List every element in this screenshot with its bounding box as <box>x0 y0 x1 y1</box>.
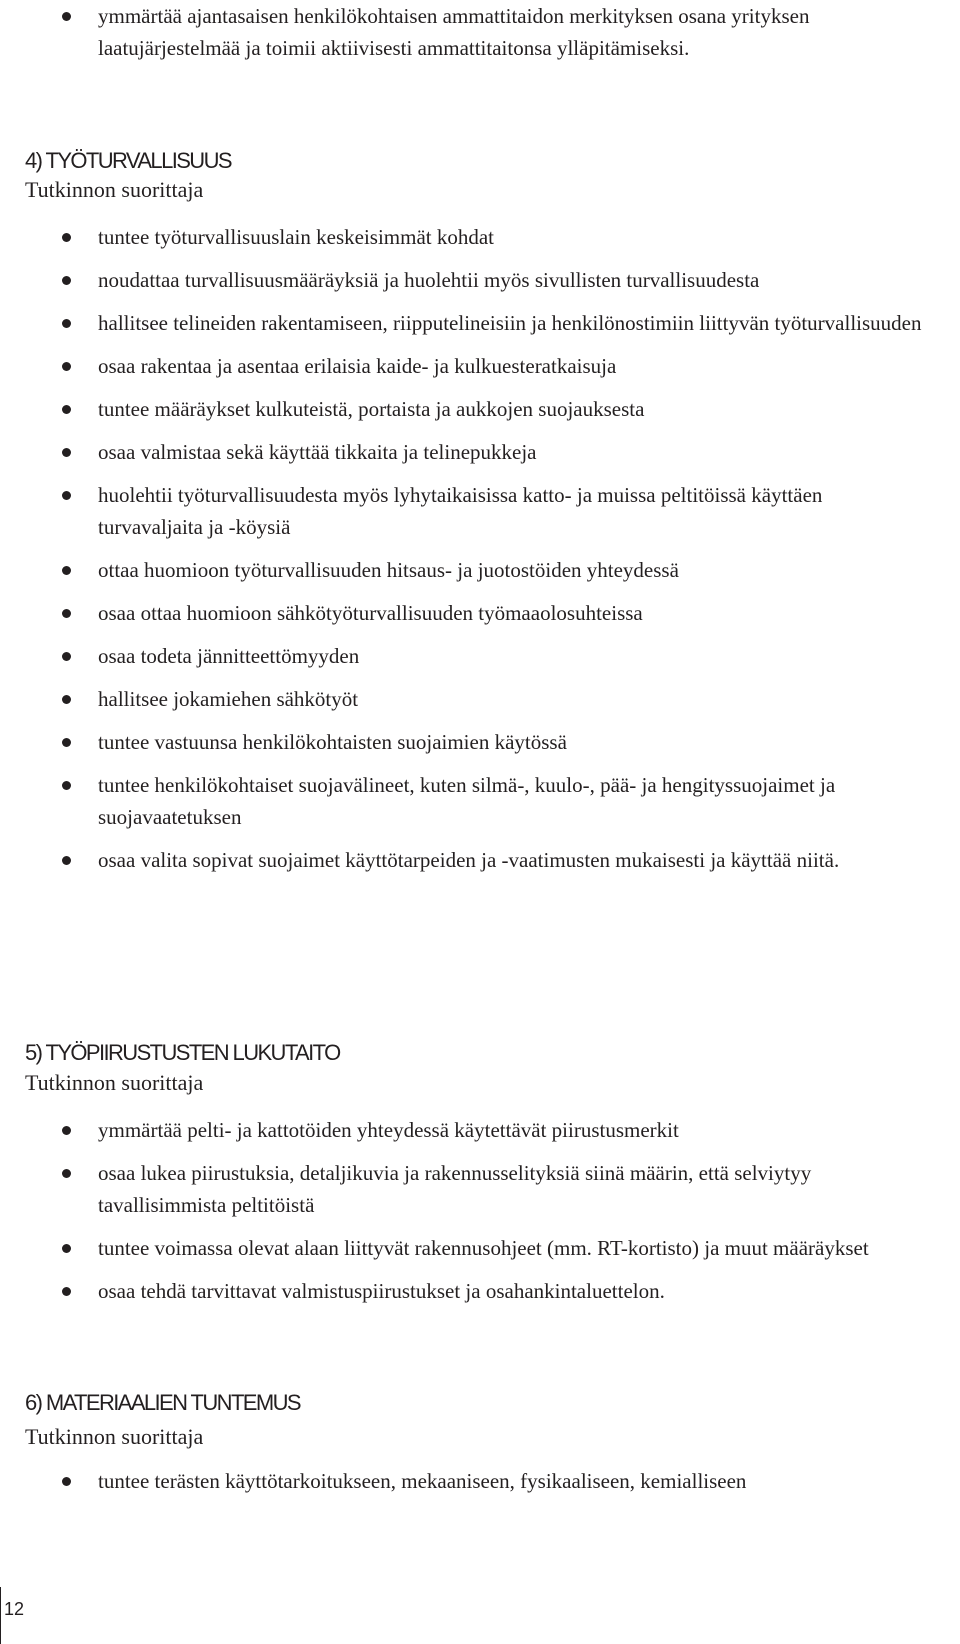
section6-bullet-list <box>0 1465 930 1497</box>
intro-bullet-list <box>0 0 930 64</box>
section-heading-tyoturvallisuus: 4) TYÖTURVALLISUUS <box>25 148 231 173</box>
list-item: tuntee henkilökohtaiset suojavälineet, kuten silmä-, kuulo-, pää- ja hengityssuojaimet ja suojavaatetuksen <box>0 769 930 833</box>
bullet-icon <box>62 12 71 21</box>
list-item: osaa rakentaa ja asentaa erilaisia kaide- ja kulkuesteratkaisuja <box>0 350 930 382</box>
section-subheading: Tutkinnon suorittaja <box>25 177 204 202</box>
list-item: tuntee työturvallisuuslain keskeisimmät kohdat <box>0 221 930 253</box>
section-subheading: Tutkinnon suorittaja <box>25 1070 204 1095</box>
bullet-icon <box>62 1244 71 1253</box>
section-subheading: Tutkinnon suorittaja <box>25 1424 204 1449</box>
bullet-icon <box>62 609 71 618</box>
section4-bullet-list <box>0 221 930 876</box>
list-item: ottaa huomioon työturvallisuuden hitsaus- ja juotostöiden yhteydessä <box>0 554 930 586</box>
list-item: huolehtii työturvallisuudesta myös lyhytaikaisissa katto- ja muissa peltitöissä käyttäen turvavaljaita ja -köysiä <box>0 479 930 543</box>
bullet-icon <box>62 233 71 242</box>
list-item: osaa valita sopivat suojaimet käyttötarpeiden ja -vaatimusten mukaisesti ja käyttää niitä. <box>0 844 930 876</box>
list-item: osaa todeta jännitteettömyyden <box>0 640 930 672</box>
list-item: ymmärtää pelti- ja kattotöiden yhteydessä käytettävät piirustusmerkit <box>0 1114 930 1146</box>
bullet-icon <box>62 781 71 790</box>
bullet-icon <box>62 695 71 704</box>
bullet-icon <box>62 738 71 747</box>
list-item: noudattaa turvallisuusmääräyksiä ja huolehtii myös sivullisten turvallisuudesta <box>0 264 930 296</box>
section5-bullet-list <box>0 1114 930 1307</box>
list-item: osaa tehdä tarvittavat valmistuspiirustukset ja osahankintaluettelon. <box>0 1275 930 1307</box>
page-margin-rule <box>0 1587 1 1644</box>
list-item: hallitsee telineiden rakentamiseen, riipputelineisiin ja henkilönostimiin liittyvän työturvallisuuden <box>0 307 930 339</box>
list-item: ymmärtää ajantasaisen henkilökohtaisen ammattitaidon merkityksen osana yrityksen laatujärjestelmää ja toimii aktiivisesti ammattitaitonsa ylläpitämiseksi. <box>0 0 930 64</box>
bullet-icon <box>62 491 71 500</box>
list-item: tuntee voimassa olevat alaan liittyvät rakennusohjeet (mm. RT-kortisto) ja muut määräykset <box>0 1232 930 1264</box>
list-item: hallitsee jokamiehen sähkötyöt <box>0 683 930 715</box>
page-number: 12 <box>4 1599 25 1619</box>
list-item: osaa ottaa huomioon sähkötyöturvallisuuden työmaaolosuhteissa <box>0 597 930 629</box>
bullet-icon <box>62 1169 71 1178</box>
bullet-icon <box>62 566 71 575</box>
list-item: osaa lukea piirustuksia, detaljikuvia ja rakennusselityksiä siinä määrin, että selviytyy tavallisimmista peltitöistä <box>0 1157 930 1221</box>
list-item: osaa valmistaa sekä käyttää tikkaita ja telinepukkeja <box>0 436 930 468</box>
bullet-icon <box>62 1287 71 1296</box>
list-item: tuntee määräykset kulkuteistä, portaista ja aukkojen suojauksesta <box>0 393 930 425</box>
bullet-icon <box>62 856 71 865</box>
section-heading-tyopiirustusten-lukutaito: 5) TYÖPIIRUSTUSTEN LUKUTAITO <box>25 1040 340 1065</box>
bullet-icon <box>62 319 71 328</box>
bullet-icon <box>62 1477 71 1486</box>
bullet-icon <box>62 652 71 661</box>
bullet-icon <box>62 405 71 414</box>
bullet-icon <box>62 448 71 457</box>
list-item: tuntee vastuunsa henkilökohtaisten suojaimien käytössä <box>0 726 930 758</box>
section-heading-materiaalien-tuntemus: 6) MATERIAALIEN TUNTEMUS <box>25 1390 300 1415</box>
bullet-icon <box>62 362 71 371</box>
bullet-icon <box>62 1126 71 1135</box>
bullet-icon <box>62 276 71 285</box>
list-item: tuntee terästen käyttötarkoitukseen, mekaaniseen, fysikaaliseen, kemialliseen <box>0 1465 930 1497</box>
